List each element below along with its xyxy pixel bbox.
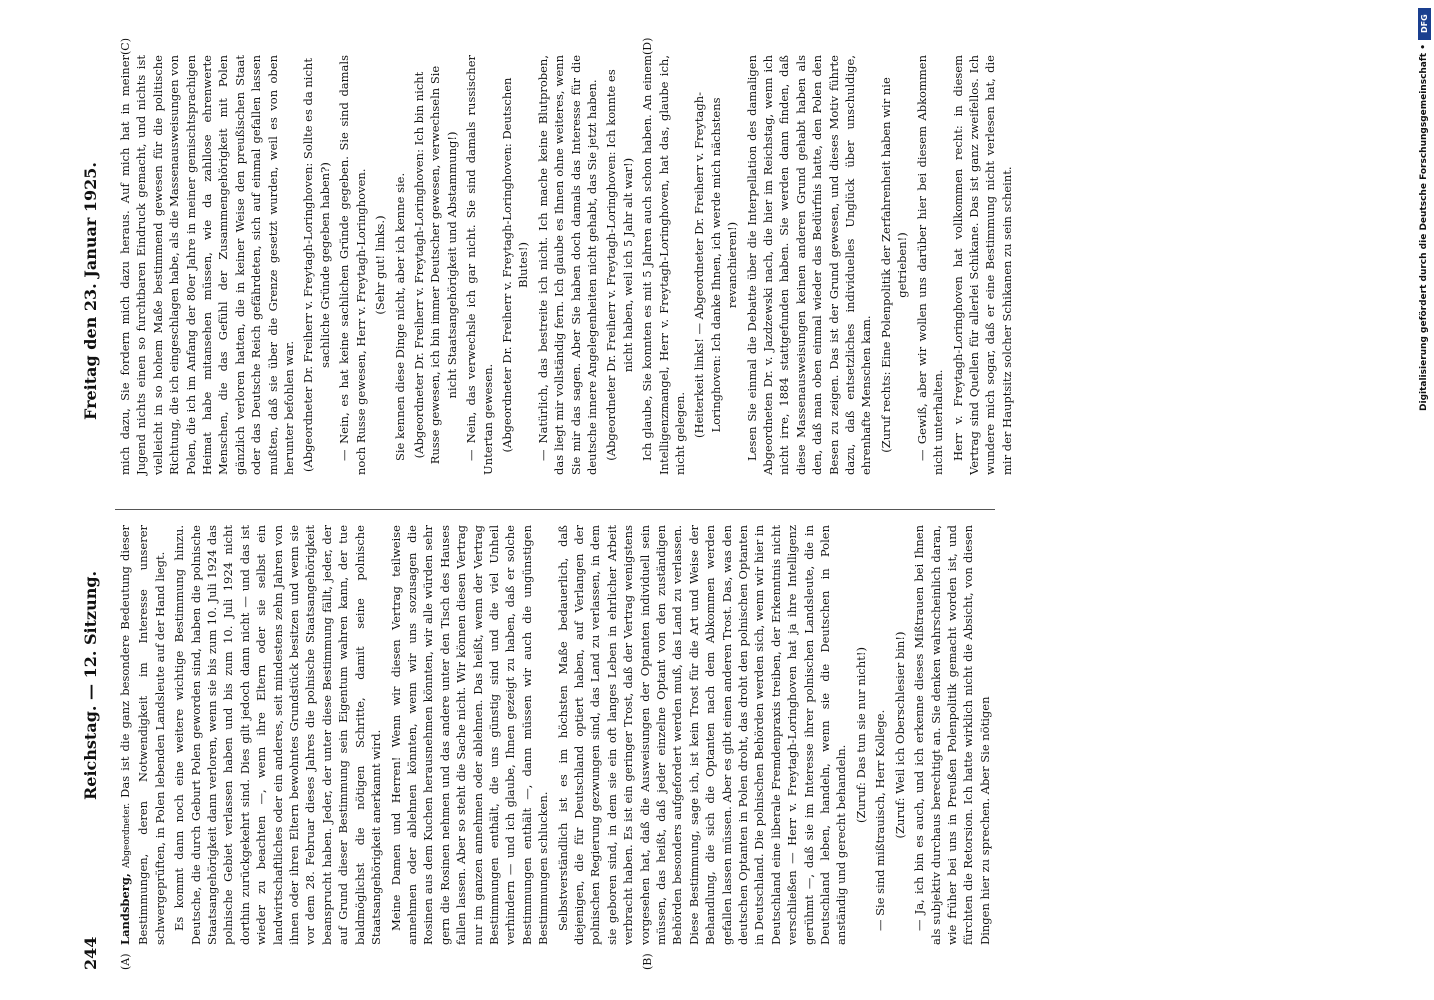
margin-marker-a: (A)	[119, 953, 132, 970]
speaker-role: Abgeordneter.	[122, 802, 132, 869]
right-interjection-4: (Abgeordneter Dr. Freiherr v. Freytagh-Loringhoven: Deutschen Blutes!)	[499, 77, 531, 453]
right-interjection-1: (Abgeordneter Dr. Freiherr v. Freytagh-Loringhoven: Sollte es da nicht sachliche Gründe gegeben haben?)	[301, 58, 332, 472]
left-paragraph-4: Selbstverständlich ist es im höchsten Maße bedauerlich, daß diejenigen, die für Deutschland optiert haben, auf Verlangen der polnischen Regierung gezwungen sind, das Land zu verlassen, in dem sie geboren sind, in dem sie ein oft langes Leben in ehrlicher Arbeit verbracht haben. Es ist ein geringer Trost, daß der Vertrag wenigstens vorgesehen hat, daß die Ausweisungen der Optanten individuell sein müssen, das heißt, daß jeder einzelne Optant von den zuständigen Behörden besonders aufgefordert werden muß, das Land zu verlassen. Diese Bestimmung, sage ich, ist kein Trost für die Art und Weise der Behandlung, die sich die Optanten nach dem Abkommen werden gefallen lassen müssen. Aber es gibt einen anderen Trost. Das, was den deutschen Optanten in Polen droht, das droht den polnischen Optanten in Deutschland. Die polnischen Behörden werden sich, wenn wir hier in Deutschland eine liberale Fremdenpraxis treiben, der Erkenntnis nicht verschließen — Herr v. Freytagh-Loringhoven hat ja ihre Intelligenz gerühmt —, daß sie im Interesse ihrer polnischen Landsleute, die in Deutschland leben, handeln, wenn sie die Deutschen in Polen anständig und gerecht behandeln.	[555, 525, 849, 945]
left-interjection-1: (Zuruf: Das tun sie nur nicht!)	[853, 647, 868, 823]
session-date: Freitag den 23. Januar 1925.	[81, 162, 100, 420]
credit-text: Digitalisierung gefördert durch die Deutsche Forschungsgemeinschaft •	[1419, 44, 1429, 411]
right-reply-1: — Nein, es hat keine sachlichen Gründe gegeben. Sie sind damals noch Russe gewesen, Herr v. Freytagh-Loringhoven.	[337, 55, 368, 475]
column-divider	[115, 509, 995, 510]
right-interjection-5: (Abgeordneter Dr. Freiherr v. Freytagh-Loringhoven: Ich konnte es nicht haben, weil ich 5 Jahr alt war!)	[604, 69, 635, 461]
right-reply-3: — Nein, das verwechsle ich gar nicht. Sie sind damals russischer Untertan gewesen.	[464, 55, 495, 475]
right-interjection-7: (Zuruf rechts: Eine Polenpolitik der Zerfahrenheit haben wir nie getrieben!)	[878, 77, 910, 453]
page-number: 244	[81, 936, 100, 970]
right-closing: Herr v. Freytagh-Loringhoven hat vollkommen recht: in diesem Vertrag sind Quellen für allerlei Schikane. Das ist ganz zweifellos. Ich wundere mich sogar, daß er eine Bestimmung nicht verlesen hat, die mir der Hauptsitz solcher Schikanen zu sein scheint.	[950, 55, 1014, 475]
margin-marker-b: (B)	[641, 953, 654, 970]
left-paragraph-3: Meine Damen und Herren! Wenn wir diesen Vertrag teilweise annehmen oder ablehnen könnten, wenn wir uns sozusagen die Rosinen aus dem Kuchen herausnehmen könnten, wir alle würden sehr gern die Rosinen nehmen und das andere unter den Tisch des Hauses fallen lassen. Aber so steht die Sache nicht. Wir können diesen Vertrag nur im ganzen annehmen oder ablehnen. Das heißt, wenn der Vertrag Bestimmungen enthält, die uns günstig sind und die viel Unheil verhindern — und ich glaube, Ihnen gezeigt zu haben, daß er solche Bestimmungen enthält —, dann müssen wir auch die ungünstigen Bestimmungen schlucken.	[388, 525, 551, 945]
right-reply-6: Lesen Sie einmal die Debatte über die Interpellation des damaligen Abgeordneten Dr. v. Jazdzewski nach, die hier im Reichstag, wenn ich nicht irre, 1884 stattgefunden haben. Sie werden dann finden, daß diese Massenausweisungen keinen anderen Grund gehabt haben als den, daß man oben einmal wieder das Bedürfnis hatte, den Polen den Besen zu zeigen. Das ist der Grund gewesen, und dieses Motiv führte dazu, daß entsetzliches individuelles Unglück über unschuldige, ehrenhafte Menschen kam.	[744, 55, 874, 475]
right-reply-4: — Natürlich, das bestreite ich nicht. Ich mache keine Blutproben, das liegt mir vollständig fern. Ich glaube es Ihnen ohne weiteres, wenn Sie mir das sagen. Aber Sie haben doch damals das Interesse für die deutsche innere Angelegenheiten nicht gehabt, das Sie jetzt haben.	[535, 55, 599, 475]
right-interjection-6: (Heiterkeit links! — Abgeordneter Dr. Freiherr v. Freytagh-Loringhoven: Ich danke Ihnen, ich werde mich nächstens revanchieren!)	[692, 91, 740, 439]
margin-marker-c: (C)	[119, 38, 132, 55]
right-paragraph-1: mich dazu, Sie fordern mich dazu heraus. Auf mich hat in meiner Jugend nichts einen so furchtbaren Eindruck gemacht, und nichts ist vielleicht in so hohem Maße bestimmend gewesen für die politische Richtung, die ich eingeschlagen habe, als die Massenausweisungen von Polen, die ich im Anfang der 80er Jahre in meiner gemischtsprachigen Heimat habe mitansehen müssen, wie da zahllose ehrenwerte Menschen, die das Gefühl der Zusammengehörigkeit mit Polen gänzlich verloren hatten, die in keiner Weise den preußischen Staat oder das Deutsche Reich gefährdeten, sich auf einmal gefallen lassen mußten, daß sie über die Grenze gesetzt wurden, weil es von oben herunter befohlen war.	[118, 55, 297, 475]
margin-marker-d: (D)	[641, 37, 654, 55]
left-paragraph-2: Es kommt dann noch eine weitere wichtige Bestimmung hinzu. Deutsche, die durch Geburt Polen geworden sind, haben die polnische Staatsangehörigkeit dann verloren, wenn sie bis zum 10. Juli 1924 das polnische Gebiet verlassen haben und bis zum 10. Juli 1924 nicht dorthin zurückgekehrt sind. Dies gilt jedoch dann nicht — und das ist wieder zu beachten —, wenn ihre Eltern oder sie selbst ein landwirtschaftliches oder ein anderes, seit mindestens zehn Jahren von ihnen oder ihren Eltern bewohntes Grundstück besitzen und wenn sie vor dem 28. Februar dieses Jahres die polnische Staatsangehörigkeit beansprucht haben. Jeder, der unter diese Bestimmung fällt, jeder, der auf Grund dieser Bestimmung sein Eigentum wahren kann, der tue baldmöglichst die nötigen Schritte, damit seine polnische Staatsangehörigkeit anerkannt wird.	[172, 525, 384, 945]
speaker-name: Landsberg,	[118, 873, 132, 945]
right-column	[117, 55, 1018, 475]
left-paragraph-1-text: Das ist die ganz besondere Bedeutung dieser Bestimmungen, deren Notwendigkeit im Interesse unserer schwergeprüften, in Polen lebenden Landsleute auf der Hand liegt.	[118, 524, 167, 945]
digitization-credit	[1418, 8, 1432, 548]
right-interjection-3: (Abgeordneter Dr. Freiherr v. Freytagh-Loringhoven: Ich bin nicht Russe gewesen, ich bin immer Deutscher gewesen, verwechseln Sie nicht Staatsangehörigkeit und Abstammung!)	[411, 65, 459, 465]
right-reply-5: Ich glaube, Sie konnten es mit 5 Jahren auch schon haben. An einem Intelligenzmangel, Herr v. Freytagh-Loringhoven, hat das, glaube ich, nicht gelegen.	[640, 55, 687, 475]
left-interjection-2: (Zuruf: Weil ich Oberschlesier bin!)	[892, 631, 907, 839]
left-closing: — Ja, ich bin es auch, und ich erkenne dieses Mißtrauen bei Ihnen als subjektiv durchaus berechtigt an. Sie denken wahrscheinlich daran, wie früher bei uns in Preußen Polenpolitik gemacht worden ist, und fürchten die Retorsion. Ich hatte wirklich nicht die Absicht, von diesen Dingen hier zu sprechen. Aber Sie nötigen	[912, 525, 992, 945]
rotated-document	[75, 20, 1315, 980]
right-reply-2: Sie kennen diese Dinge nicht, aber ich kenne sie.	[392, 172, 407, 461]
session-title: Reichstag. — 12. Sitzung.	[81, 570, 100, 800]
left-column	[117, 525, 996, 945]
right-reply-7: — Gewiß, aber wir wollen uns darüber hier bei diesem Abkommen nicht unterhalten.	[914, 55, 946, 475]
left-paragraph-1	[117, 525, 168, 945]
page-header	[75, 20, 105, 980]
right-interjection-2: (Sehr gut! links.)	[373, 215, 388, 315]
dfg-logo: DFG	[1418, 8, 1431, 40]
left-reply-1: — Sie sind mißtrauisch, Herr Kollege.	[873, 709, 888, 931]
